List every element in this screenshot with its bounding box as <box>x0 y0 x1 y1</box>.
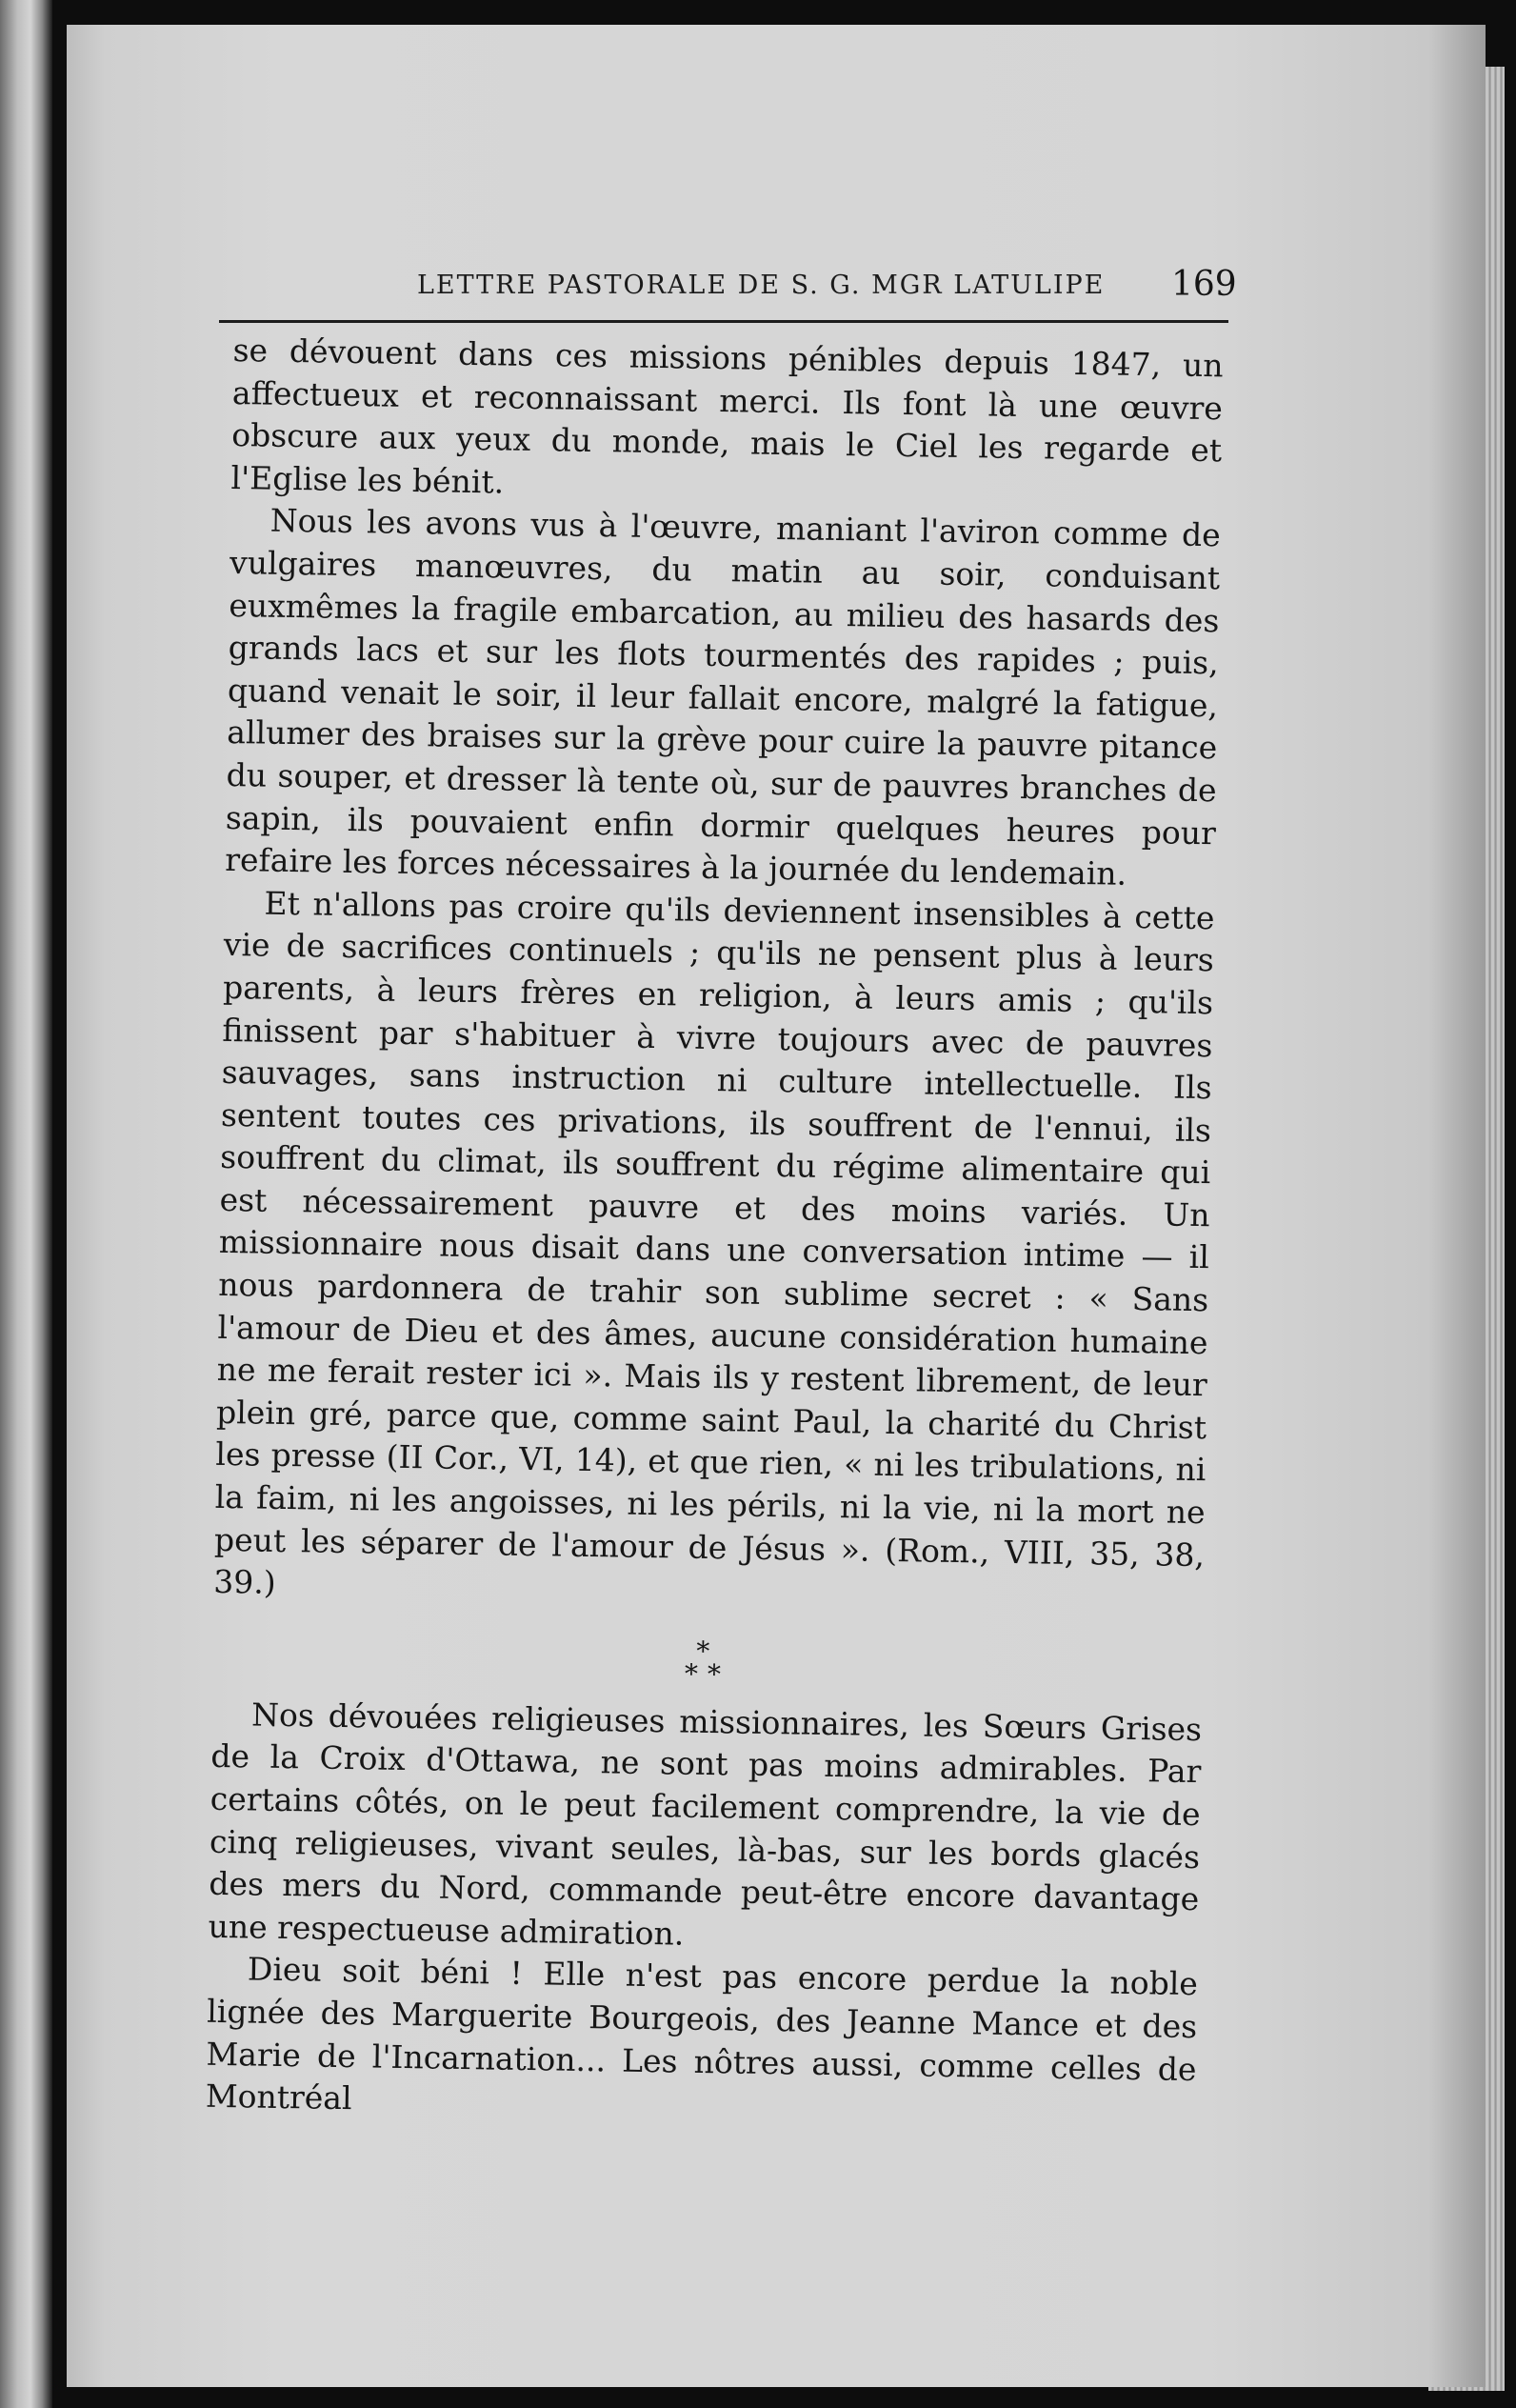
paragraph-2: Nous les avons vus à l'œuvre, maniant l'aviron comme de vulgaires manœuvres, du matin au soir, conduisant euxmêmes la fragile embarcation, au milieu des hasards des grands lacs et sur les flots tourmentés des rapides ; puis, quand venait le soir, il leur fallait encore, malgré la fatigue, allumer des braises sur la grève pour cuire la pauvre pitance du souper, et dresser là tente où, sur de pauvres branches de sapin, ils pouvaient enfin dormir quelques heures pour refaire les forces nécessaires à la journée du lendemain. <box>224 502 1222 893</box>
asterism-bottom: ** <box>684 1657 731 1691</box>
paragraph-5: Dieu soit béni ! Elle n'est pas encore perdue la noble lignée des Marguerite Bourgeois, des Jeanne Mance et des Marie de l'Incarnation... Les nôtres aussi, comme celles de Montréal <box>205 1950 1199 2117</box>
page-number: 169 <box>1171 265 1237 304</box>
facing-page-edge <box>0 0 52 2408</box>
book-page <box>67 25 1486 2387</box>
section-asterism <box>212 1633 1204 1694</box>
running-title: LETTRE PASTORALE DE S. G. MGR LATULIPE <box>417 271 1106 300</box>
paragraph-3: Et n'allons pas croire qu'ils deviennent insensibles à cette vie de sacrifices continuels ; qu'ils ne pensent plus à leurs parents, à leurs frères en religion, à leurs amis ; qu'ils finissent par s'habituer à vivre toujours avec de pauvres sauvages, sans instruction ni culture intellectuelle. Ils sentent toutes ces privations, ils souffrent de l'ennui, ils souffrent du climat, ils souffrent du régime alimentaire qui est nécessairement pauvre et des moins variés. Un missionnaire nous disait dans une conversation intime — il nous pardonnera de trahir son sublime secret : « Sans l'amour de Dieu et des âmes, aucune considération humaine ne me ferait rester ici ». Mais ils y restent librement, de leur plein gré, parce que, comme saint Paul, la charité du Christ les presse (II Cor., VI, 14), et que rien, « ni les tribulations, ni la faim, ni les angoisses, ni les périls, ni la vie, ni la mort ne peut les séparer de l'amour de Jésus ». (Rom., VIII, 35, 38, 39.) <box>213 884 1215 1602</box>
paragraph-1: se dévouent dans ces missions pénibles depuis 1847, un affectueux et reconnaissant merci. Ils font là une œuvre obscure aux yeux du monde, mais le Ciel les regarde et l'Eglise les bénit. <box>230 331 1224 501</box>
paragraph-4: Nos dévouées religieuses missionnaires, les Sœurs Grises de la Croix d'Ottawa, ne sont pas moins admirables. Par certains côtés, on le peut facilement comprendre, la vie de cinq religieuses, vivant seules, là-bas, sur les bords glacés des mers du Nord, commande peut-être encore davantage une respectueuse admiration. <box>208 1696 1203 1953</box>
running-head <box>219 263 1237 323</box>
asterism-top: * <box>696 1635 720 1667</box>
page-text <box>206 330 1224 2134</box>
